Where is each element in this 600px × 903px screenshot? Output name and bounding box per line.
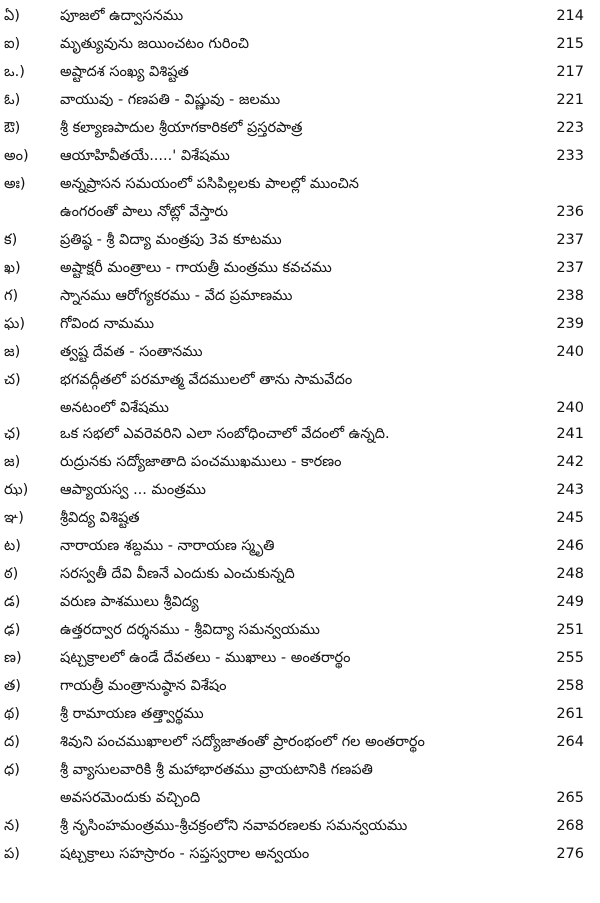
- toc-title: ఉత్తరద్వార దర్శనము - శ్రీవిద్యా సమన్వయము: [60, 622, 320, 638]
- toc-title: రుద్రునకు సద్యోజాతాది పంచముఖములు - కారణం: [60, 454, 342, 470]
- toc-entry: [0, 86, 600, 114]
- toc-title: గాయత్రీ మంత్రానుష్ఠాన విశేషం: [60, 678, 227, 694]
- toc-title: అన్నప్రాసన సమయంలో పసిపిల్లలకు పాలల్లో ముంచిన: [60, 176, 359, 192]
- toc-line: [0, 504, 600, 532]
- toc-marker: ద): [4, 734, 20, 750]
- toc-page-number: 217: [556, 64, 584, 80]
- toc-entry: [0, 644, 600, 672]
- toc-marker: ఓ): [4, 92, 21, 108]
- toc-line: [0, 420, 600, 448]
- toc-line: [0, 812, 600, 840]
- toc-title: ఒక సభలో ఎవరెవరిని ఎలా సంబోధించాలో వేదంలో ఉన్నది.: [60, 426, 390, 442]
- toc-page-number: 239: [556, 316, 584, 332]
- toc-line: [0, 588, 600, 616]
- toc-marker: ఔ): [4, 120, 21, 136]
- toc-entry: [0, 756, 600, 812]
- toc-line: [0, 2, 600, 30]
- toc-entry: [0, 504, 600, 532]
- toc-marker: ఝ): [4, 482, 29, 498]
- toc-title: సరస్వతీ దేవి వీణనే ఎందుకు ఎంచుకున్నది: [60, 566, 295, 582]
- toc-page-number: 238: [556, 288, 584, 304]
- toc-line: [0, 86, 600, 114]
- toc-page-number: 243: [556, 482, 584, 498]
- toc-entry: [0, 2, 600, 30]
- toc-marker: ధ): [4, 762, 20, 778]
- toc-page-number: 265: [556, 790, 584, 806]
- toc-title-continued: అవసరమెందుకు వచ్చింది: [60, 790, 201, 806]
- toc-page-number: 237: [556, 260, 584, 276]
- toc-marker: ఛ): [4, 426, 21, 442]
- toc-marker: ఠ): [4, 566, 19, 582]
- toc-marker: అః): [4, 176, 26, 192]
- toc-title: ప్రతిష్ఠ - శ్రీ విద్యా మంత్రపు 3వ కూటము: [60, 232, 282, 248]
- toc-line: [0, 282, 600, 310]
- toc-page-number: 215: [556, 36, 584, 52]
- toc-entry: [0, 532, 600, 560]
- toc-title: శ్రీవిద్య విశిష్టత: [60, 510, 140, 526]
- toc-line: [0, 30, 600, 58]
- toc-marker: ఖ): [4, 260, 21, 276]
- toc-title: అష్టాక్షరీ మంత్రాలు - గాయత్రీ మంత్రము కవచము: [60, 260, 332, 276]
- toc-title-continued: ఉంగరంతో పాలు నోట్లో వేస్తారు: [60, 204, 229, 220]
- toc-entry: [0, 254, 600, 282]
- toc-entry: [0, 700, 600, 728]
- toc-line: [0, 672, 600, 700]
- toc-marker: క): [4, 232, 18, 248]
- toc-title: ఆయాహివీతయే.....' విశేషము: [60, 148, 230, 164]
- toc-line: [0, 226, 600, 254]
- toc-line: [0, 560, 600, 588]
- toc-page-number: 241: [556, 426, 584, 442]
- toc-title: షట్చక్రాలలో ఉండే దేవతలు - ముఖాలు - అంతరార్థం: [60, 650, 351, 666]
- toc-title: శ్రీ వ్యాసులవారికి శ్రీ మహాభారతము వ్రాయటానికి గణపతి: [60, 762, 373, 778]
- toc-marker: అం): [4, 148, 29, 164]
- toc-title: త్వష్ట దేవత - సంతానము: [60, 344, 203, 360]
- toc-line: [0, 142, 600, 170]
- toc-title: శ్రీ కల్యాణపాదుల శ్రీయాగకారికలో ప్రస్తరపాత్ర: [60, 120, 303, 136]
- toc-entry: [0, 30, 600, 58]
- toc-page-number: 214: [556, 8, 584, 24]
- toc-entry: [0, 672, 600, 700]
- toc-line: [0, 310, 600, 338]
- toc-title: భగవద్గీతలో పరమాత్మ వేదములలో తాను సామవేదం: [60, 372, 353, 388]
- toc-page-number: 236: [556, 204, 584, 220]
- toc-page-number: 223: [556, 120, 584, 136]
- toc-entry: [0, 616, 600, 644]
- toc-marker: త): [4, 678, 21, 694]
- toc-page-number: 264: [556, 734, 584, 750]
- toc-line: [0, 254, 600, 282]
- toc-page-number: 245: [556, 510, 584, 526]
- toc-page-number: 221: [556, 92, 584, 108]
- toc-entry: [0, 588, 600, 616]
- toc-entry: [0, 840, 600, 868]
- toc-page-number: 233: [556, 148, 584, 164]
- toc-title: పూజలో ఉద్వాసనము: [60, 8, 184, 24]
- toc-entry: [0, 170, 600, 226]
- toc-entry: [0, 226, 600, 254]
- toc-marker: ణ): [4, 650, 22, 666]
- toc-title: శ్రీ నృసింహమంత్రము-శ్రీచక్రంలోని నవావరణలకు సమన్వయము: [60, 818, 408, 834]
- toc-marker: ఐ): [4, 36, 21, 52]
- toc-entry: [0, 728, 600, 756]
- toc-marker: జ): [4, 454, 21, 470]
- toc-marker: జ): [4, 344, 21, 360]
- toc-entry: [0, 142, 600, 170]
- toc-title-continued: అనటంలో విశేషము: [60, 400, 169, 416]
- toc-marker: ఢ): [4, 622, 21, 638]
- toc-line-continued: [0, 198, 600, 226]
- toc-marker: ఒ.): [4, 64, 25, 80]
- toc-marker: గ): [4, 288, 19, 304]
- toc-title: స్నానము ఆరోగ్యకరము - వేద ప్రమాణము: [60, 288, 293, 304]
- toc-marker: ఏ): [4, 8, 20, 24]
- toc-entry: [0, 366, 600, 422]
- toc-page-number: 242: [556, 454, 584, 470]
- toc-line: [0, 114, 600, 142]
- toc-page-number: 268: [556, 818, 584, 834]
- toc-page-number: 249: [556, 594, 584, 610]
- toc-title: శివుని పంచముఖాలలో సద్యోజాతంతో ప్రారంభంలో గల అంతరార్థం: [60, 734, 425, 750]
- toc-entry: [0, 560, 600, 588]
- toc-page-number: 237: [556, 232, 584, 248]
- toc-marker: న): [4, 818, 20, 834]
- toc-line: [0, 338, 600, 366]
- toc-page-number: 258: [556, 678, 584, 694]
- toc-marker: ట): [4, 538, 21, 554]
- toc-entry: [0, 812, 600, 840]
- toc-page-number: 240: [556, 344, 584, 360]
- toc-marker: ఞ): [4, 510, 24, 526]
- toc-marker: థ): [4, 706, 20, 722]
- toc-entry: [0, 58, 600, 86]
- toc-title: మృత్యువును జయించటం గురించి: [60, 36, 249, 52]
- toc-line: [0, 700, 600, 728]
- toc-line: [0, 644, 600, 672]
- toc-entry: [0, 420, 600, 448]
- toc-title: నారాయణ శబ్దము - నారాయణ స్మృతి: [60, 538, 275, 554]
- toc-page-number: 246: [556, 538, 584, 554]
- toc-entry: [0, 114, 600, 142]
- toc-entry: [0, 338, 600, 366]
- toc-page-number: 248: [556, 566, 584, 582]
- toc-page-number: 261: [556, 706, 584, 722]
- toc-title: వాయువు - గణపతి - విష్ణువు - జలము: [60, 92, 281, 108]
- toc-line: [0, 756, 600, 784]
- toc-page-number: 240: [556, 400, 584, 416]
- toc-marker: ఘ): [4, 316, 25, 332]
- toc-title: వరుణ పాశములు శ్రీవిద్య: [60, 594, 199, 610]
- toc-entry: [0, 476, 600, 504]
- toc-entry: [0, 310, 600, 338]
- toc-title: షట్చక్రాలు సహస్రారం - సప్తస్వరాల అన్వయం: [60, 846, 310, 862]
- toc-marker: చ): [4, 372, 21, 388]
- toc-line: [0, 58, 600, 86]
- toc-line: [0, 616, 600, 644]
- toc-title: అష్టాదశ సంఖ్య విశిష్టత: [60, 64, 189, 80]
- toc-page-number: 255: [556, 650, 584, 666]
- toc-line: [0, 170, 600, 198]
- toc-line: [0, 840, 600, 868]
- toc-page-number: 251: [556, 622, 584, 638]
- toc-line: [0, 728, 600, 756]
- toc-page-number: 276: [556, 846, 584, 862]
- toc-marker: డ): [4, 594, 21, 610]
- toc-line-continued: [0, 784, 600, 812]
- toc-entry: [0, 448, 600, 476]
- toc-title: ఆప్యాయస్వ ... మంత్రము: [60, 482, 206, 498]
- toc-line: [0, 366, 600, 394]
- toc-line: [0, 532, 600, 560]
- toc-marker: ప): [4, 846, 20, 862]
- toc-entry: [0, 282, 600, 310]
- toc-title: శ్రీ రామాయణ తత్త్వార్థము: [60, 706, 204, 722]
- toc-line: [0, 476, 600, 504]
- toc-line-continued: [0, 394, 600, 422]
- toc-title: గోవింద నామము: [60, 316, 155, 332]
- toc-line: [0, 448, 600, 476]
